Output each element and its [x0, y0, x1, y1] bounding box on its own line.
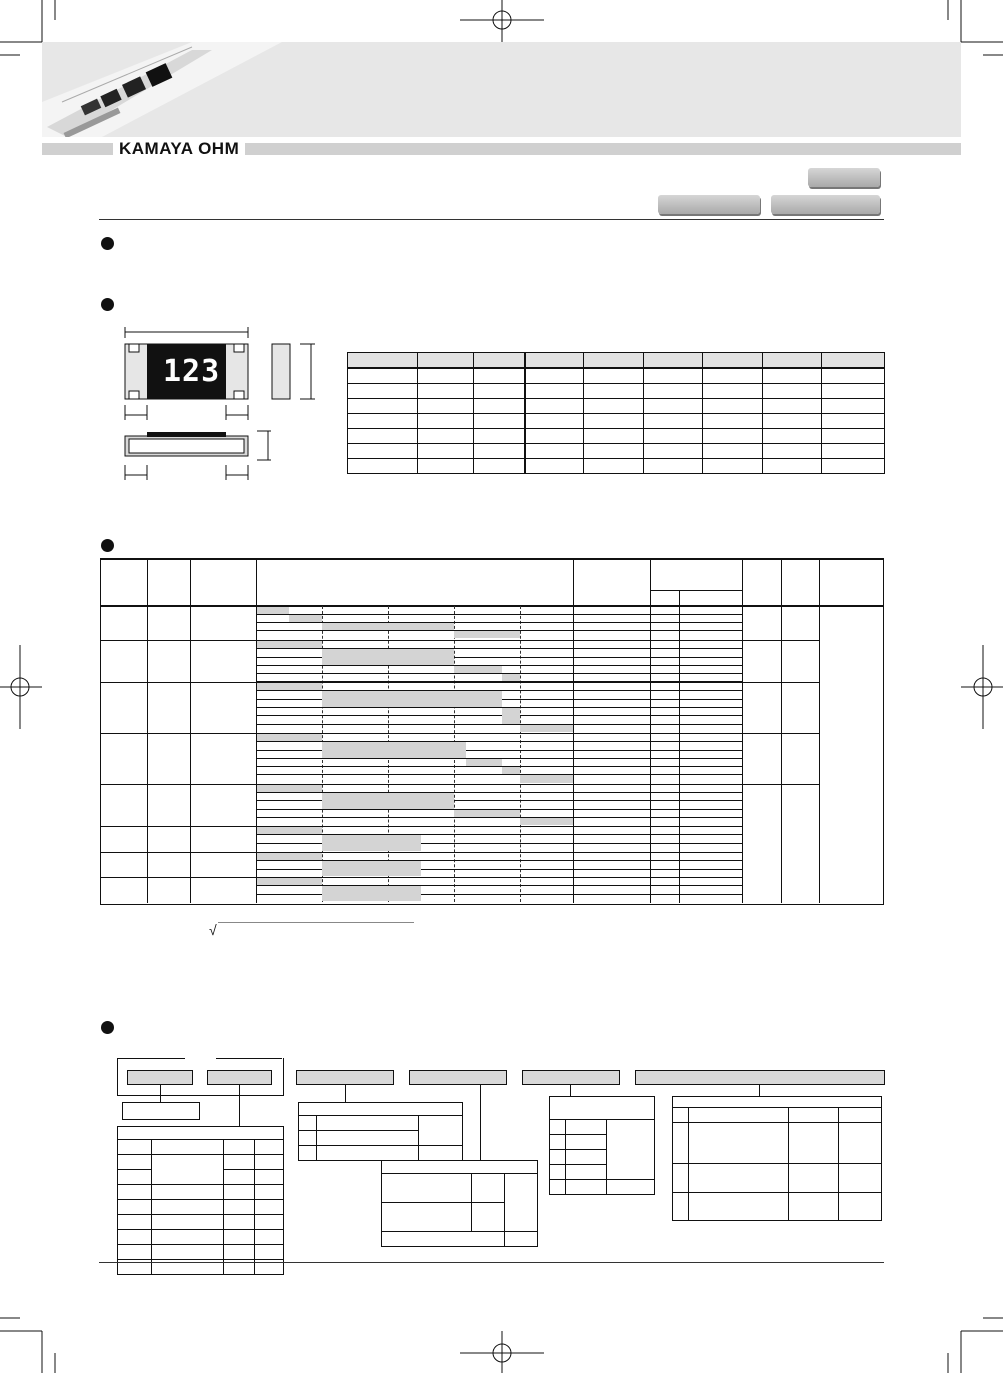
range-bar: [257, 683, 322, 690]
range-bar: [289, 615, 322, 622]
pn-connector: [570, 1084, 571, 1096]
range-bar: [454, 810, 520, 817]
spec-row-line: [256, 817, 742, 818]
range-bar: [520, 818, 573, 825]
brand-name: KAMAYA OHM: [113, 139, 245, 159]
range-bar: [502, 767, 520, 774]
header-banner: [42, 42, 961, 137]
table-row: [118, 1245, 284, 1260]
dimension-table: [347, 352, 885, 474]
chip-dimension-drawing: [115, 320, 325, 490]
table-row: [550, 1180, 655, 1195]
table-row: [673, 1193, 882, 1221]
pn-field-series: [127, 1070, 193, 1085]
range-bar: [454, 666, 502, 673]
range-bar: [322, 649, 454, 665]
range-bar: [257, 607, 289, 614]
formula-sqrt: √: [209, 922, 217, 938]
table-row: [673, 1097, 882, 1108]
range-bar: [322, 691, 502, 707]
table-row: [118, 1185, 284, 1200]
spec-group-rule: [100, 733, 819, 734]
pn-connector: [480, 1084, 481, 1160]
range-bar: [257, 827, 322, 834]
pn-connector: [160, 1084, 161, 1102]
pn-group-1-top: [117, 1058, 185, 1059]
pn-series-box: [122, 1102, 200, 1120]
table-row: [118, 1140, 284, 1155]
spec-col-line: [781, 558, 782, 903]
spec-col-line: [679, 590, 680, 903]
dimension-table-header: [348, 353, 885, 369]
pn-field-resistance: [522, 1070, 620, 1085]
pn-resistance-table: [549, 1096, 655, 1195]
range-bar: [502, 674, 520, 681]
pn-field-size: [207, 1070, 272, 1085]
table-row: [118, 1230, 284, 1245]
range-bar: [502, 708, 520, 724]
range-bar: [322, 835, 421, 851]
pn-field-packaging: [635, 1070, 885, 1085]
range-bar: [257, 641, 322, 648]
spec-group-rule: [100, 877, 742, 878]
table-row: [673, 1123, 882, 1164]
range-bar: [257, 878, 322, 885]
pn-group-1-top: [216, 1058, 282, 1059]
spec-table-header-rule: [100, 605, 883, 607]
table-row: [118, 1200, 284, 1215]
table-row: [550, 1120, 655, 1135]
range-bar: [257, 853, 322, 860]
spec-subhead-rule: [650, 590, 742, 591]
range-bar: [257, 734, 322, 741]
table-row: [348, 368, 885, 384]
table-row: [348, 459, 885, 474]
table-row: [118, 1155, 284, 1170]
header-button-2[interactable]: [658, 195, 760, 214]
spec-row-line: [256, 766, 742, 767]
range-bar: [520, 775, 573, 783]
spec-group-rule: [100, 682, 819, 683]
footer-divider: [99, 1262, 884, 1263]
section-bullet-part-numbering: [101, 1021, 114, 1034]
spec-guide: [520, 606, 521, 902]
range-bar: [454, 631, 520, 638]
range-bar: [322, 623, 454, 630]
table-row: [382, 1161, 538, 1174]
range-bar: [322, 793, 454, 809]
spec-group-rule: [100, 826, 742, 827]
spec-group-rule: [100, 852, 742, 853]
pn-connector: [759, 1084, 760, 1096]
pn-field-power: [296, 1070, 394, 1085]
header-button-3[interactable]: [771, 195, 880, 214]
range-bar: [520, 725, 573, 732]
spec-row-line: [256, 715, 742, 716]
resistor-photo: [42, 42, 282, 137]
header-divider: [99, 219, 884, 220]
table-row: [550, 1097, 655, 1120]
section-bullet-ratings: [101, 539, 114, 552]
pn-connector: [239, 1084, 240, 1126]
spec-row-line: [256, 707, 742, 708]
formula-overline: [218, 922, 414, 923]
range-bar: [322, 886, 421, 901]
table-row: [118, 1127, 284, 1140]
spec-group-rule: [100, 784, 819, 785]
range-bar: [466, 759, 502, 766]
table-row: [382, 1174, 538, 1203]
spec-row-line: [256, 681, 742, 682]
spec-row-line: [256, 673, 742, 674]
spec-row-line: [256, 614, 742, 615]
spec-col-line: [742, 558, 743, 903]
pn-power-table: [298, 1102, 463, 1161]
table-row: [348, 429, 885, 444]
spec-row-line: [256, 724, 742, 725]
table-row: [348, 444, 885, 459]
chip-marking: 123: [163, 354, 221, 389]
pn-connector: [345, 1084, 346, 1102]
table-row: [299, 1146, 463, 1161]
table-row: [348, 399, 885, 414]
section-bullet-dimensions: [101, 298, 114, 311]
table-row: [382, 1232, 538, 1247]
table-row: [299, 1116, 463, 1131]
range-bar: [322, 861, 421, 876]
header-button-1[interactable]: [808, 168, 880, 187]
pn-packaging-table: [672, 1096, 882, 1221]
pn-size-table: [117, 1126, 284, 1275]
table-row: [118, 1215, 284, 1230]
table-row: [348, 414, 885, 429]
range-bar: [257, 785, 322, 792]
range-bar: [322, 742, 466, 758]
table-row: [348, 384, 885, 399]
pn-tolerance-table: [381, 1160, 538, 1247]
table-row: [673, 1164, 882, 1193]
table-row: [299, 1103, 463, 1116]
spec-group-rule: [100, 640, 819, 641]
section-bullet-features: [101, 237, 114, 250]
pn-field-tolerance: [409, 1070, 507, 1085]
table-row: [673, 1108, 882, 1123]
spec-col-line: [819, 558, 820, 903]
spec-row-line: [256, 774, 742, 775]
